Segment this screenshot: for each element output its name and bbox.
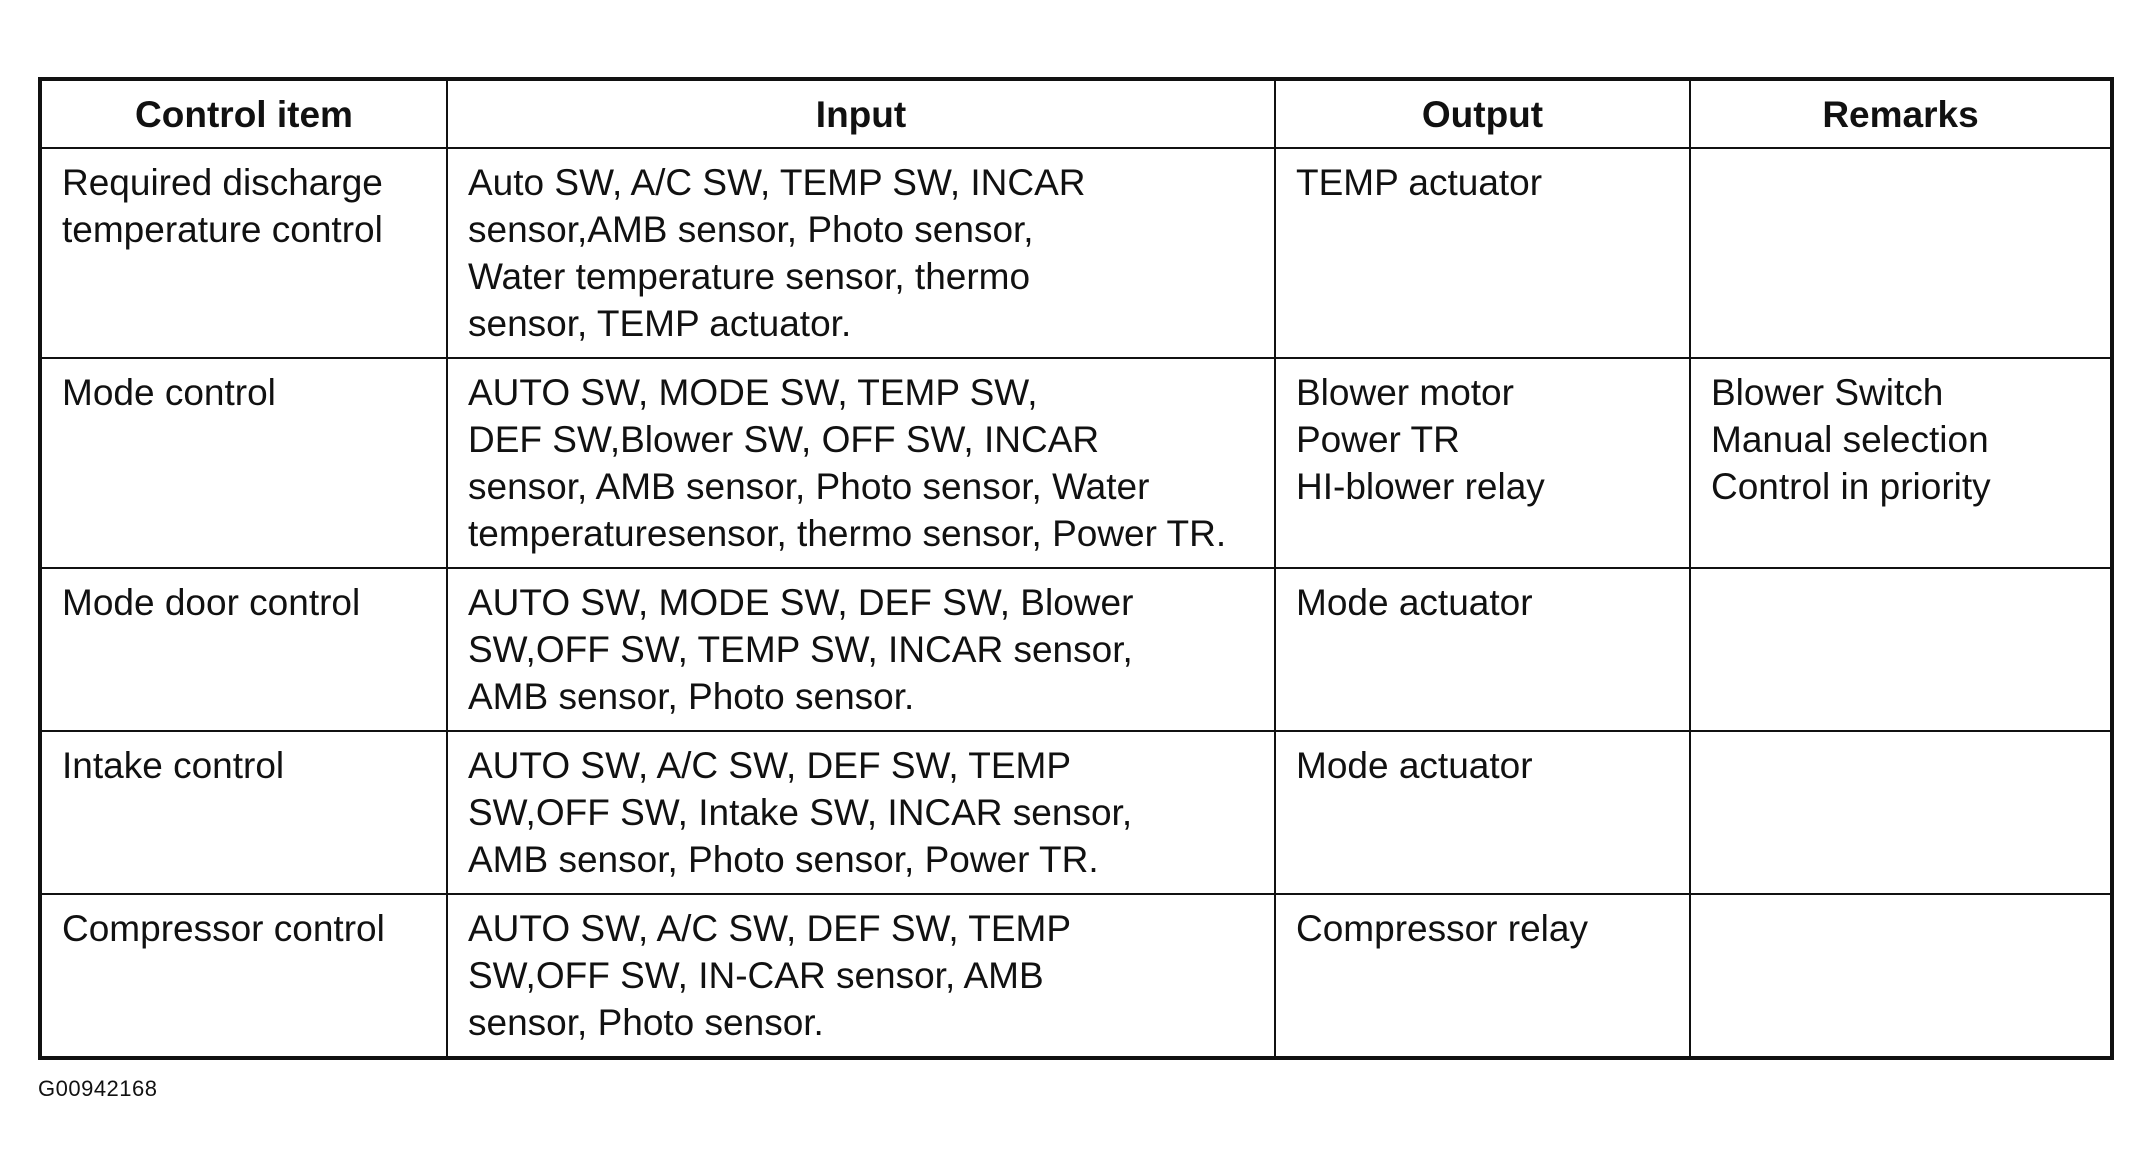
header-remarks: Remarks [1690,81,2110,148]
output-text: Compressor relay [1296,908,1588,949]
table-header-row [42,81,2110,148]
control-item-text: Mode control [62,372,276,413]
input-cell [447,894,1275,1056]
remarks-cell [1690,148,2110,358]
table-row [42,148,2110,358]
input-cell [447,358,1275,568]
control-item-text: Intake control [62,745,285,786]
remarks-cell [1690,358,2110,568]
control-item-cell [42,148,447,358]
input-text: AUTO SW, A/C SW, DEF SW, TEMP SW,OFF SW, IN-CAR sensor, AMB sensor, Photo sensor. [468,908,1072,1043]
remarks-cell [1690,731,2110,894]
header-control-item: Control item [42,81,447,148]
input-cell [447,568,1275,731]
remarks-cell [1690,568,2110,731]
control-item-cell [42,894,447,1056]
input-text: AUTO SW, MODE SW, TEMP SW, DEF SW,Blower SW, OFF SW, INCAR sensor, AMB sensor, Photo sensor, Water temperaturesensor, thermo sensor, Power TR. [468,372,1227,554]
remarks-text [1691,895,2110,915]
output-cell [1275,731,1690,894]
table-row [42,894,2110,1056]
figure-id-label: G00942168 [38,1076,158,1101]
table-row [42,358,2110,568]
output-text: Mode actuator [1296,745,1533,786]
table-row [42,731,2110,894]
input-text: AUTO SW, A/C SW, DEF SW, TEMP SW,OFF SW, Intake SW, INCAR sensor, AMB sensor, Photo sensor, Power TR. [468,745,1133,880]
input-text: Auto SW, A/C SW, TEMP SW, INCAR sensor,AMB sensor, Photo sensor, Water temperature sensor, thermo sensor, TEMP actuator. [468,162,1086,344]
header-output: Output [1275,81,1690,148]
input-text: AUTO SW, MODE SW, DEF SW, Blower SW,OFF SW, TEMP SW, INCAR sensor, AMB sensor, Photo sensor. [468,582,1134,717]
remarks-text: Blower Switch Manual selection Control in priority [1711,372,1991,507]
remarks-text [1691,149,2110,169]
output-text: TEMP actuator [1296,162,1543,203]
input-cell [447,731,1275,894]
control-item-cell [42,358,447,568]
input-cell [447,148,1275,358]
output-text: Blower motor Power TR HI-blower relay [1296,372,1545,507]
control-item-cell [42,568,447,731]
control-item-text: Compressor control [62,908,385,949]
remarks-text [1691,732,2110,752]
control-item-text: Required discharge temperature control [62,162,383,250]
header-input: Input [447,81,1275,148]
table-row [42,568,2110,731]
output-text: Mode actuator [1296,582,1533,623]
remarks-cell [1690,894,2110,1056]
output-cell [1275,148,1690,358]
control-table [42,81,2110,1056]
output-cell [1275,358,1690,568]
control-item-cell [42,731,447,894]
control-item-text: Mode door control [62,582,361,623]
output-cell [1275,568,1690,731]
remarks-text [1691,569,2110,589]
control-table-frame [38,77,2114,1060]
output-cell [1275,894,1690,1056]
